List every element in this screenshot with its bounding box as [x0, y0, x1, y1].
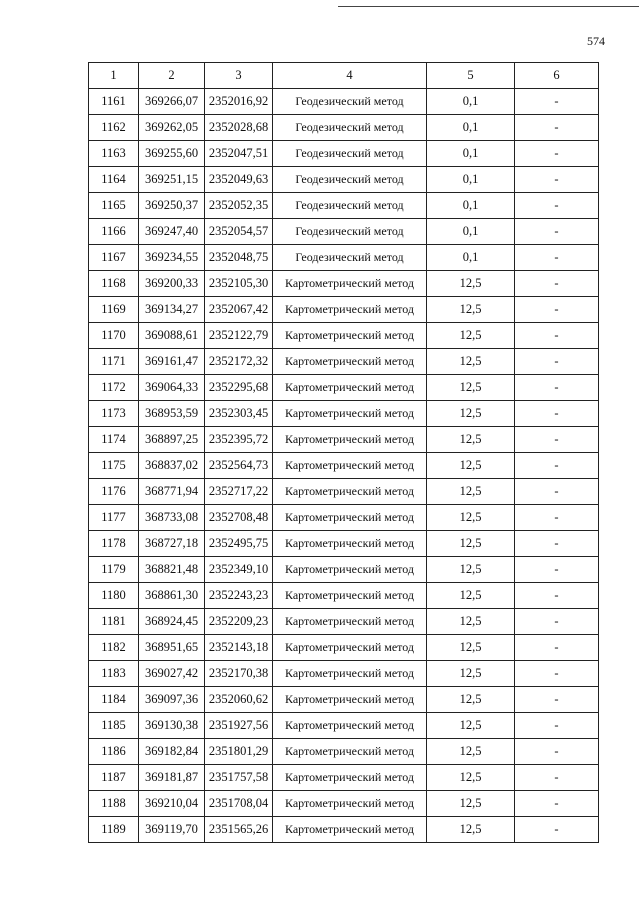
note-cell: - — [515, 713, 599, 739]
point-number-cell: 1168 — [89, 271, 139, 297]
point-number-cell: 1183 — [89, 661, 139, 687]
point-number-cell: 1175 — [89, 453, 139, 479]
table-row — [89, 167, 599, 193]
point-number-cell: 1166 — [89, 219, 139, 245]
method-cell: Картометрический метод — [273, 765, 427, 791]
table-row — [89, 323, 599, 349]
note-cell: - — [515, 427, 599, 453]
y-coordinate-cell: 2352349,10 — [205, 557, 273, 583]
method-cell: Картометрический метод — [273, 791, 427, 817]
point-number-cell: 1177 — [89, 505, 139, 531]
x-coordinate-cell: 369097,36 — [139, 687, 205, 713]
y-coordinate-cell: 2352060,62 — [205, 687, 273, 713]
note-cell: - — [515, 323, 599, 349]
accuracy-cell: 12,5 — [427, 479, 515, 505]
method-cell: Геодезический метод — [273, 245, 427, 271]
point-number-cell: 1189 — [89, 817, 139, 843]
method-cell: Геодезический метод — [273, 167, 427, 193]
x-coordinate-cell: 369161,47 — [139, 349, 205, 375]
note-cell: - — [515, 661, 599, 687]
column-header: 1 — [89, 63, 139, 89]
method-cell: Картометрический метод — [273, 817, 427, 843]
y-coordinate-cell: 2351565,26 — [205, 817, 273, 843]
point-number-cell: 1164 — [89, 167, 139, 193]
accuracy-cell: 12,5 — [427, 765, 515, 791]
accuracy-cell: 12,5 — [427, 427, 515, 453]
x-coordinate-cell: 368953,59 — [139, 401, 205, 427]
accuracy-cell: 0,1 — [427, 89, 515, 115]
accuracy-cell: 0,1 — [427, 141, 515, 167]
accuracy-cell: 12,5 — [427, 713, 515, 739]
accuracy-cell: 12,5 — [427, 271, 515, 297]
accuracy-cell: 12,5 — [427, 817, 515, 843]
accuracy-cell: 12,5 — [427, 401, 515, 427]
x-coordinate-cell: 368821,48 — [139, 557, 205, 583]
y-coordinate-cell: 2352717,22 — [205, 479, 273, 505]
method-cell: Геодезический метод — [273, 115, 427, 141]
method-cell: Картометрический метод — [273, 479, 427, 505]
y-coordinate-cell: 2352708,48 — [205, 505, 273, 531]
table-row — [89, 375, 599, 401]
point-number-cell: 1163 — [89, 141, 139, 167]
y-coordinate-cell: 2352028,68 — [205, 115, 273, 141]
column-header: 2 — [139, 63, 205, 89]
x-coordinate-cell: 369088,61 — [139, 323, 205, 349]
point-number-cell: 1179 — [89, 557, 139, 583]
column-header: 5 — [427, 63, 515, 89]
table-row — [89, 453, 599, 479]
x-coordinate-cell: 369027,42 — [139, 661, 205, 687]
method-cell: Геодезический метод — [273, 141, 427, 167]
method-cell: Картометрический метод — [273, 635, 427, 661]
accuracy-cell: 12,5 — [427, 557, 515, 583]
x-coordinate-cell: 369064,33 — [139, 375, 205, 401]
table-row — [89, 531, 599, 557]
x-coordinate-cell: 368837,02 — [139, 453, 205, 479]
method-cell: Картометрический метод — [273, 453, 427, 479]
table-row — [89, 401, 599, 427]
point-number-cell: 1184 — [89, 687, 139, 713]
note-cell: - — [515, 297, 599, 323]
x-coordinate-cell: 369182,84 — [139, 739, 205, 765]
note-cell: - — [515, 453, 599, 479]
table-row — [89, 765, 599, 791]
accuracy-cell: 0,1 — [427, 167, 515, 193]
method-cell: Картометрический метод — [273, 349, 427, 375]
x-coordinate-cell: 368951,65 — [139, 635, 205, 661]
y-coordinate-cell: 2352016,92 — [205, 89, 273, 115]
point-number-cell: 1181 — [89, 609, 139, 635]
point-number-cell: 1171 — [89, 349, 139, 375]
y-coordinate-cell: 2352048,75 — [205, 245, 273, 271]
x-coordinate-cell: 368861,30 — [139, 583, 205, 609]
y-coordinate-cell: 2352495,75 — [205, 531, 273, 557]
x-coordinate-cell: 369262,05 — [139, 115, 205, 141]
y-coordinate-cell: 2352122,79 — [205, 323, 273, 349]
y-coordinate-cell: 2352047,51 — [205, 141, 273, 167]
table-row — [89, 89, 599, 115]
x-coordinate-cell: 368727,18 — [139, 531, 205, 557]
table-row — [89, 505, 599, 531]
x-coordinate-cell: 369200,33 — [139, 271, 205, 297]
x-coordinate-cell: 368771,94 — [139, 479, 205, 505]
note-cell: - — [515, 739, 599, 765]
note-cell: - — [515, 271, 599, 297]
y-coordinate-cell: 2352209,23 — [205, 609, 273, 635]
accuracy-cell: 12,5 — [427, 531, 515, 557]
x-coordinate-cell: 369251,15 — [139, 167, 205, 193]
note-cell: - — [515, 89, 599, 115]
column-header: 4 — [273, 63, 427, 89]
x-coordinate-cell: 369130,38 — [139, 713, 205, 739]
method-cell: Картометрический метод — [273, 505, 427, 531]
method-cell: Геодезический метод — [273, 89, 427, 115]
accuracy-cell: 12,5 — [427, 297, 515, 323]
y-coordinate-cell: 2352564,73 — [205, 453, 273, 479]
accuracy-cell: 12,5 — [427, 635, 515, 661]
table-row — [89, 635, 599, 661]
table-row — [89, 791, 599, 817]
column-header: 3 — [205, 63, 273, 89]
note-cell: - — [515, 349, 599, 375]
note-cell: - — [515, 245, 599, 271]
top-rule — [338, 6, 639, 7]
note-cell: - — [515, 791, 599, 817]
accuracy-cell: 12,5 — [427, 453, 515, 479]
method-cell: Картометрический метод — [273, 687, 427, 713]
table-row — [89, 193, 599, 219]
note-cell: - — [515, 687, 599, 713]
accuracy-cell: 12,5 — [427, 791, 515, 817]
note-cell: - — [515, 557, 599, 583]
point-number-cell: 1188 — [89, 791, 139, 817]
x-coordinate-cell: 369255,60 — [139, 141, 205, 167]
table-row — [89, 115, 599, 141]
table-header-row — [89, 63, 599, 89]
y-coordinate-cell: 2351801,29 — [205, 739, 273, 765]
point-number-cell: 1187 — [89, 765, 139, 791]
accuracy-cell: 12,5 — [427, 739, 515, 765]
table-row — [89, 479, 599, 505]
accuracy-cell: 12,5 — [427, 583, 515, 609]
method-cell: Картометрический метод — [273, 271, 427, 297]
note-cell: - — [515, 479, 599, 505]
note-cell: - — [515, 635, 599, 661]
method-cell: Картометрический метод — [273, 739, 427, 765]
table-row — [89, 219, 599, 245]
note-cell: - — [515, 817, 599, 843]
method-cell: Картометрический метод — [273, 713, 427, 739]
point-number-cell: 1161 — [89, 89, 139, 115]
y-coordinate-cell: 2351927,56 — [205, 713, 273, 739]
x-coordinate-cell: 369247,40 — [139, 219, 205, 245]
y-coordinate-cell: 2351757,58 — [205, 765, 273, 791]
table-row — [89, 245, 599, 271]
table-row — [89, 297, 599, 323]
table-row — [89, 687, 599, 713]
point-number-cell: 1185 — [89, 713, 139, 739]
y-coordinate-cell: 2352303,45 — [205, 401, 273, 427]
accuracy-cell: 12,5 — [427, 609, 515, 635]
point-number-cell: 1165 — [89, 193, 139, 219]
method-cell: Картометрический метод — [273, 427, 427, 453]
note-cell: - — [515, 609, 599, 635]
note-cell: - — [515, 193, 599, 219]
table-row — [89, 349, 599, 375]
table-body — [89, 89, 599, 843]
table-row — [89, 817, 599, 843]
table-row — [89, 427, 599, 453]
y-coordinate-cell: 2352170,38 — [205, 661, 273, 687]
y-coordinate-cell: 2352049,63 — [205, 167, 273, 193]
note-cell: - — [515, 505, 599, 531]
method-cell: Картометрический метод — [273, 323, 427, 349]
page-number: 574 — [587, 34, 605, 48]
y-coordinate-cell: 2352105,30 — [205, 271, 273, 297]
point-number-cell: 1169 — [89, 297, 139, 323]
x-coordinate-cell: 369181,87 — [139, 765, 205, 791]
method-cell: Картометрический метод — [273, 583, 427, 609]
note-cell: - — [515, 401, 599, 427]
accuracy-cell: 12,5 — [427, 661, 515, 687]
y-coordinate-cell: 2352052,35 — [205, 193, 273, 219]
method-cell: Картометрический метод — [273, 531, 427, 557]
note-cell: - — [515, 115, 599, 141]
method-cell: Геодезический метод — [273, 193, 427, 219]
table-row — [89, 271, 599, 297]
point-number-cell: 1173 — [89, 401, 139, 427]
point-number-cell: 1182 — [89, 635, 139, 661]
x-coordinate-cell: 369119,70 — [139, 817, 205, 843]
point-number-cell: 1170 — [89, 323, 139, 349]
accuracy-cell: 12,5 — [427, 505, 515, 531]
x-coordinate-cell: 368733,08 — [139, 505, 205, 531]
point-number-cell: 1174 — [89, 427, 139, 453]
x-coordinate-cell: 368897,25 — [139, 427, 205, 453]
method-cell: Картометрический метод — [273, 401, 427, 427]
accuracy-cell: 12,5 — [427, 323, 515, 349]
table-row — [89, 609, 599, 635]
accuracy-cell: 12,5 — [427, 687, 515, 713]
y-coordinate-cell: 2352172,32 — [205, 349, 273, 375]
note-cell: - — [515, 531, 599, 557]
method-cell: Геодезический метод — [273, 219, 427, 245]
table-row — [89, 557, 599, 583]
column-header: 6 — [515, 63, 599, 89]
accuracy-cell: 12,5 — [427, 349, 515, 375]
method-cell: Картометрический метод — [273, 297, 427, 323]
y-coordinate-cell: 2352054,57 — [205, 219, 273, 245]
method-cell: Картометрический метод — [273, 557, 427, 583]
point-number-cell: 1186 — [89, 739, 139, 765]
accuracy-cell: 0,1 — [427, 245, 515, 271]
y-coordinate-cell: 2352067,42 — [205, 297, 273, 323]
y-coordinate-cell: 2352143,18 — [205, 635, 273, 661]
y-coordinate-cell: 2352295,68 — [205, 375, 273, 401]
y-coordinate-cell: 2352243,23 — [205, 583, 273, 609]
y-coordinate-cell: 2352395,72 — [205, 427, 273, 453]
table-row — [89, 661, 599, 687]
point-number-cell: 1180 — [89, 583, 139, 609]
y-coordinate-cell: 2351708,04 — [205, 791, 273, 817]
accuracy-cell: 12,5 — [427, 375, 515, 401]
note-cell: - — [515, 167, 599, 193]
table-row — [89, 141, 599, 167]
accuracy-cell: 0,1 — [427, 115, 515, 141]
point-number-cell: 1167 — [89, 245, 139, 271]
note-cell: - — [515, 375, 599, 401]
x-coordinate-cell: 369234,55 — [139, 245, 205, 271]
table-row — [89, 713, 599, 739]
x-coordinate-cell: 369134,27 — [139, 297, 205, 323]
method-cell: Картометрический метод — [273, 661, 427, 687]
note-cell: - — [515, 219, 599, 245]
accuracy-cell: 0,1 — [427, 219, 515, 245]
x-coordinate-cell: 369210,04 — [139, 791, 205, 817]
method-cell: Картометрический метод — [273, 375, 427, 401]
point-number-cell: 1178 — [89, 531, 139, 557]
table-row — [89, 583, 599, 609]
note-cell: - — [515, 583, 599, 609]
point-number-cell: 1162 — [89, 115, 139, 141]
x-coordinate-cell: 368924,45 — [139, 609, 205, 635]
coordinates-table — [88, 62, 599, 843]
method-cell: Картометрический метод — [273, 609, 427, 635]
note-cell: - — [515, 141, 599, 167]
point-number-cell: 1176 — [89, 479, 139, 505]
x-coordinate-cell: 369266,07 — [139, 89, 205, 115]
accuracy-cell: 0,1 — [427, 193, 515, 219]
note-cell: - — [515, 765, 599, 791]
table-row — [89, 739, 599, 765]
point-number-cell: 1172 — [89, 375, 139, 401]
x-coordinate-cell: 369250,37 — [139, 193, 205, 219]
